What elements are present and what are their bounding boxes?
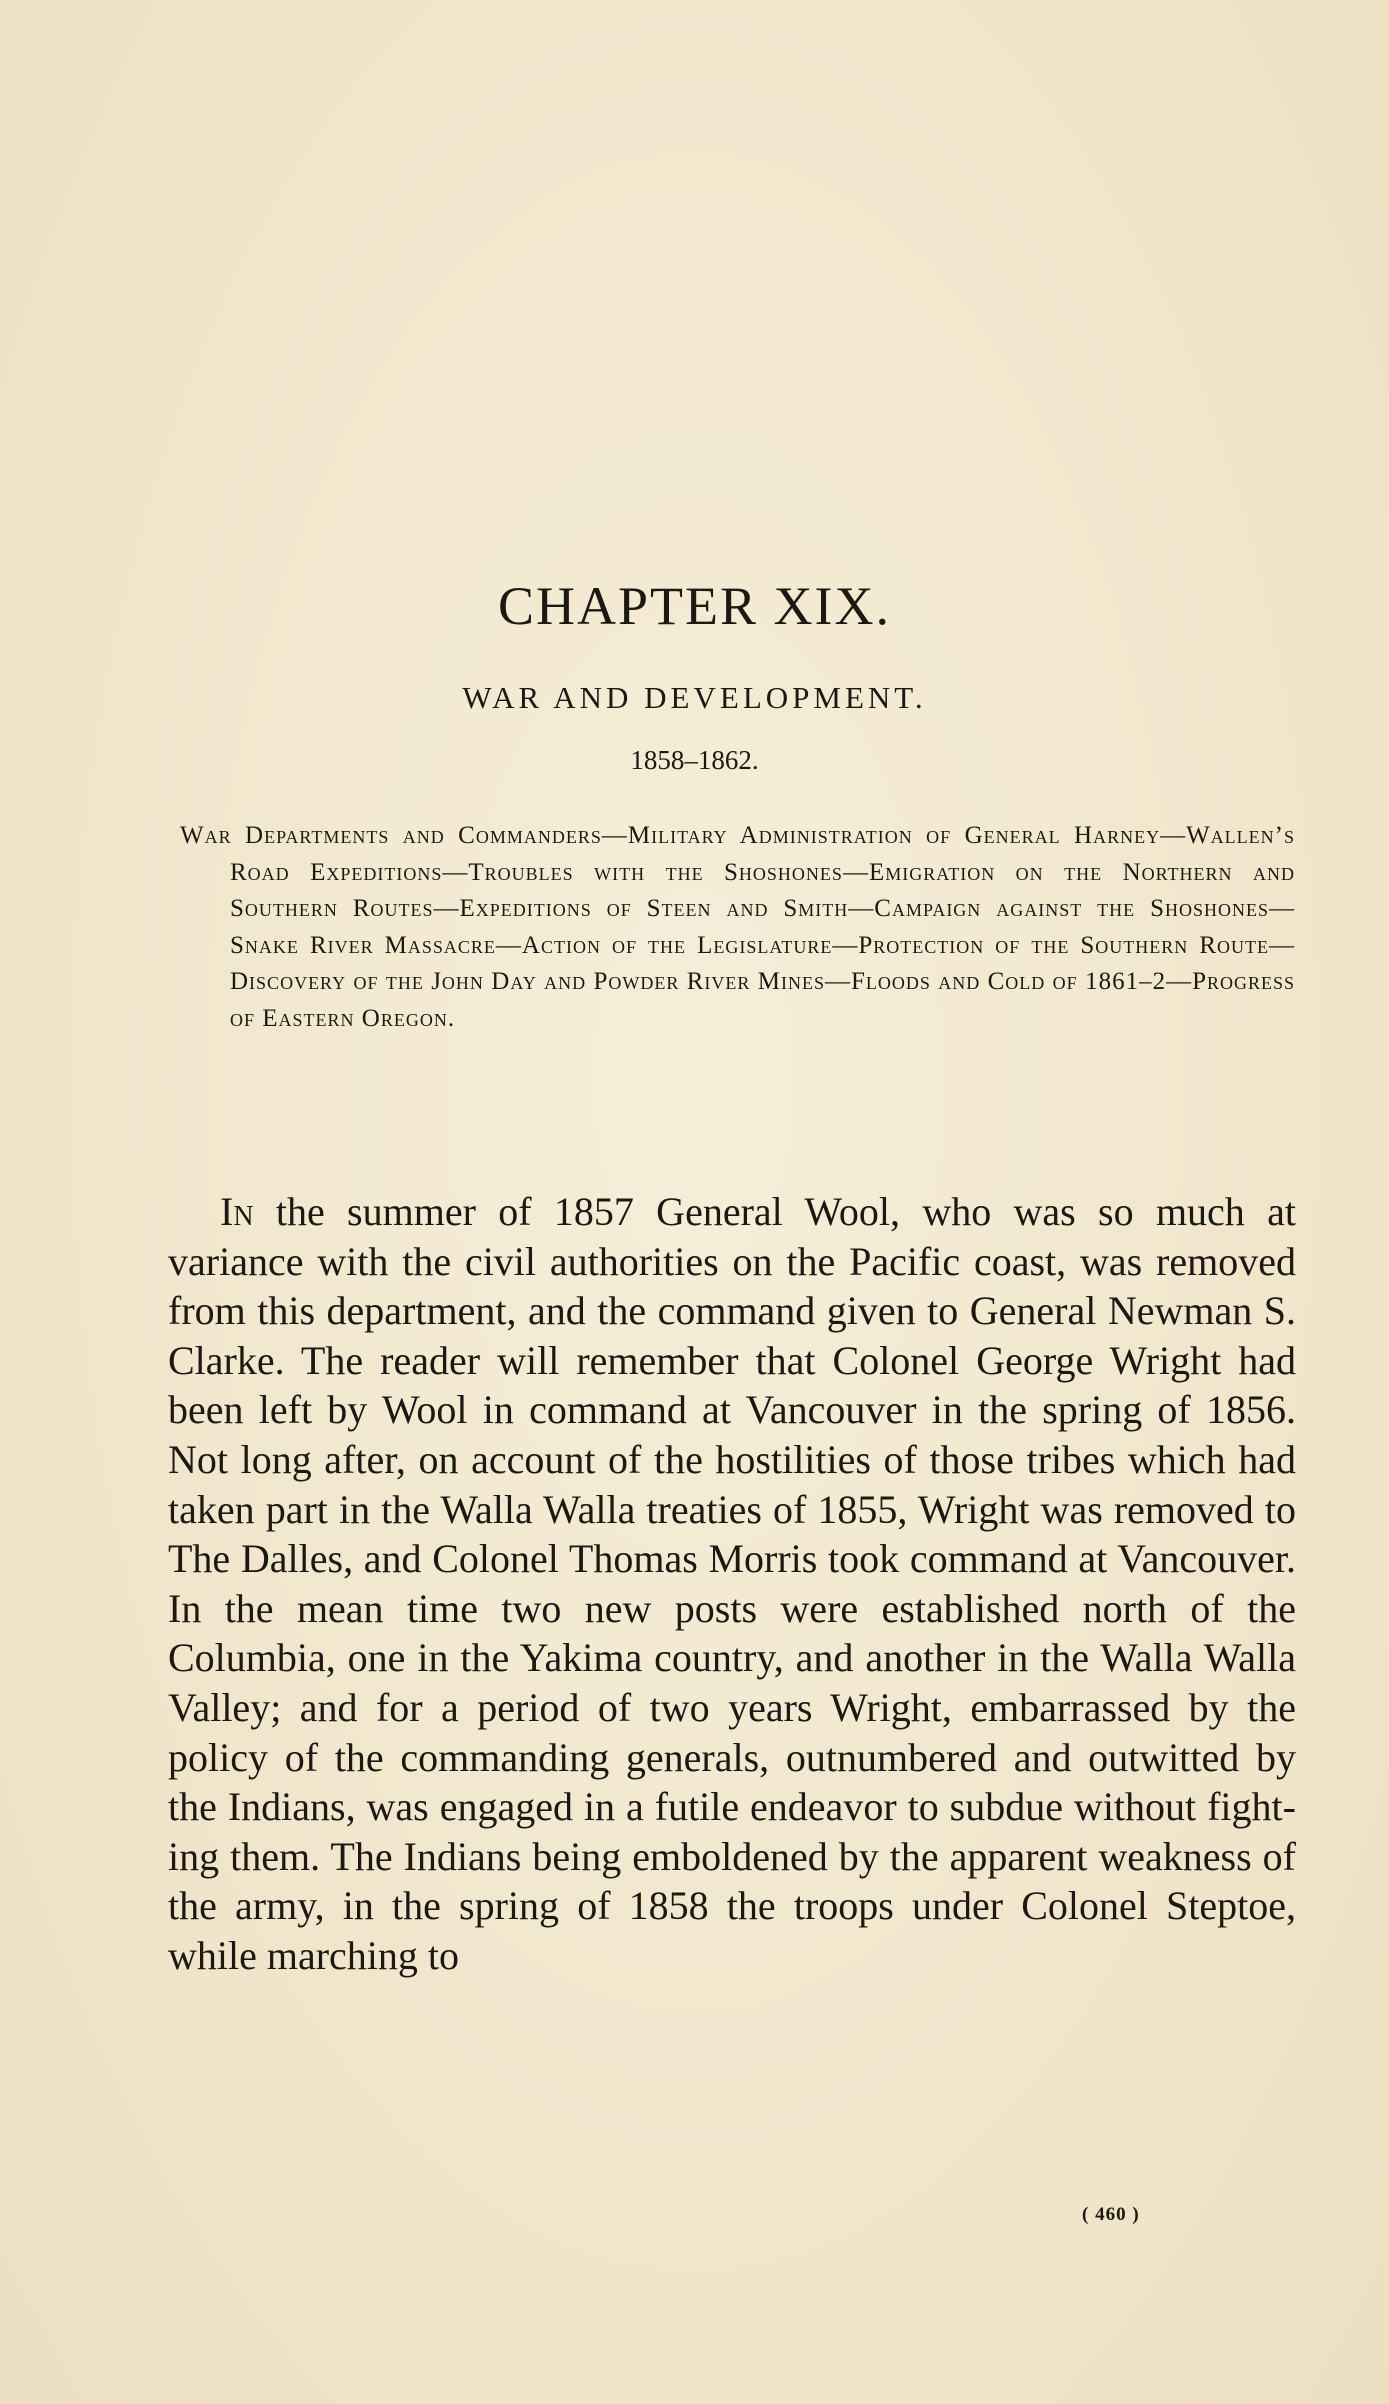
page-number: ( 460 ) [1082,2204,1140,2225]
paragraph-text: the summer of 1857 General Wool, who was so much at variance with the civil authorities on the Pacific coast, was removed from this department, and the command given to General Newman S. Clarke. The reader will remember that Colonel George Wright had been left by Wool in command at Vancouver in the spring of 1856. Not long after, on account of the hostilities of those tribes which had taken part in the Walla Walla treaties of 1855, Wright was removed to The Dalles, and Colonel Thomas Morris took command at Vancouver. In the mean time two new posts were established north of the Columbia, one in the Yakima country, and another in the Walla Walla Valley; and for a period of two years Wright, embarrassed by the policy of the commanding generals, outnumbered and outwitted by the Indians, was engaged in a futile endeavor to subdue without fighting them. The Indians being emboldened by the apparent weakness of the army, in the spring of 1858 the troops under Colonel Steptoe, while marching to [168,1189,1296,1978]
chapter-years: 1858–1862. [630,745,759,775]
chapter-synopsis: War Departments and Commanders—Military Administration of General Harney—Wallen’s Road Expeditions—Troubles with the Shoshones—Emigration on the Northern and Southern Routes—Expeditions of Steen and Smith—Campaign against the Shoshones—Snake River Massacre—Action of the Legislature—Protection of the Southern Route—Discovery of the John Day and Powder River Mines—Floods and Cold of 1861–2—Progress of Eastern Oregon. [180,822,1295,1032]
body-paragraph [168,1187,1296,1981]
chapter-subtitle: WAR AND DEVELOPMENT. [462,680,927,715]
chapter-title: CHAPTER XIX. [497,576,891,636]
paragraph-lead-word: In [220,1189,254,1234]
